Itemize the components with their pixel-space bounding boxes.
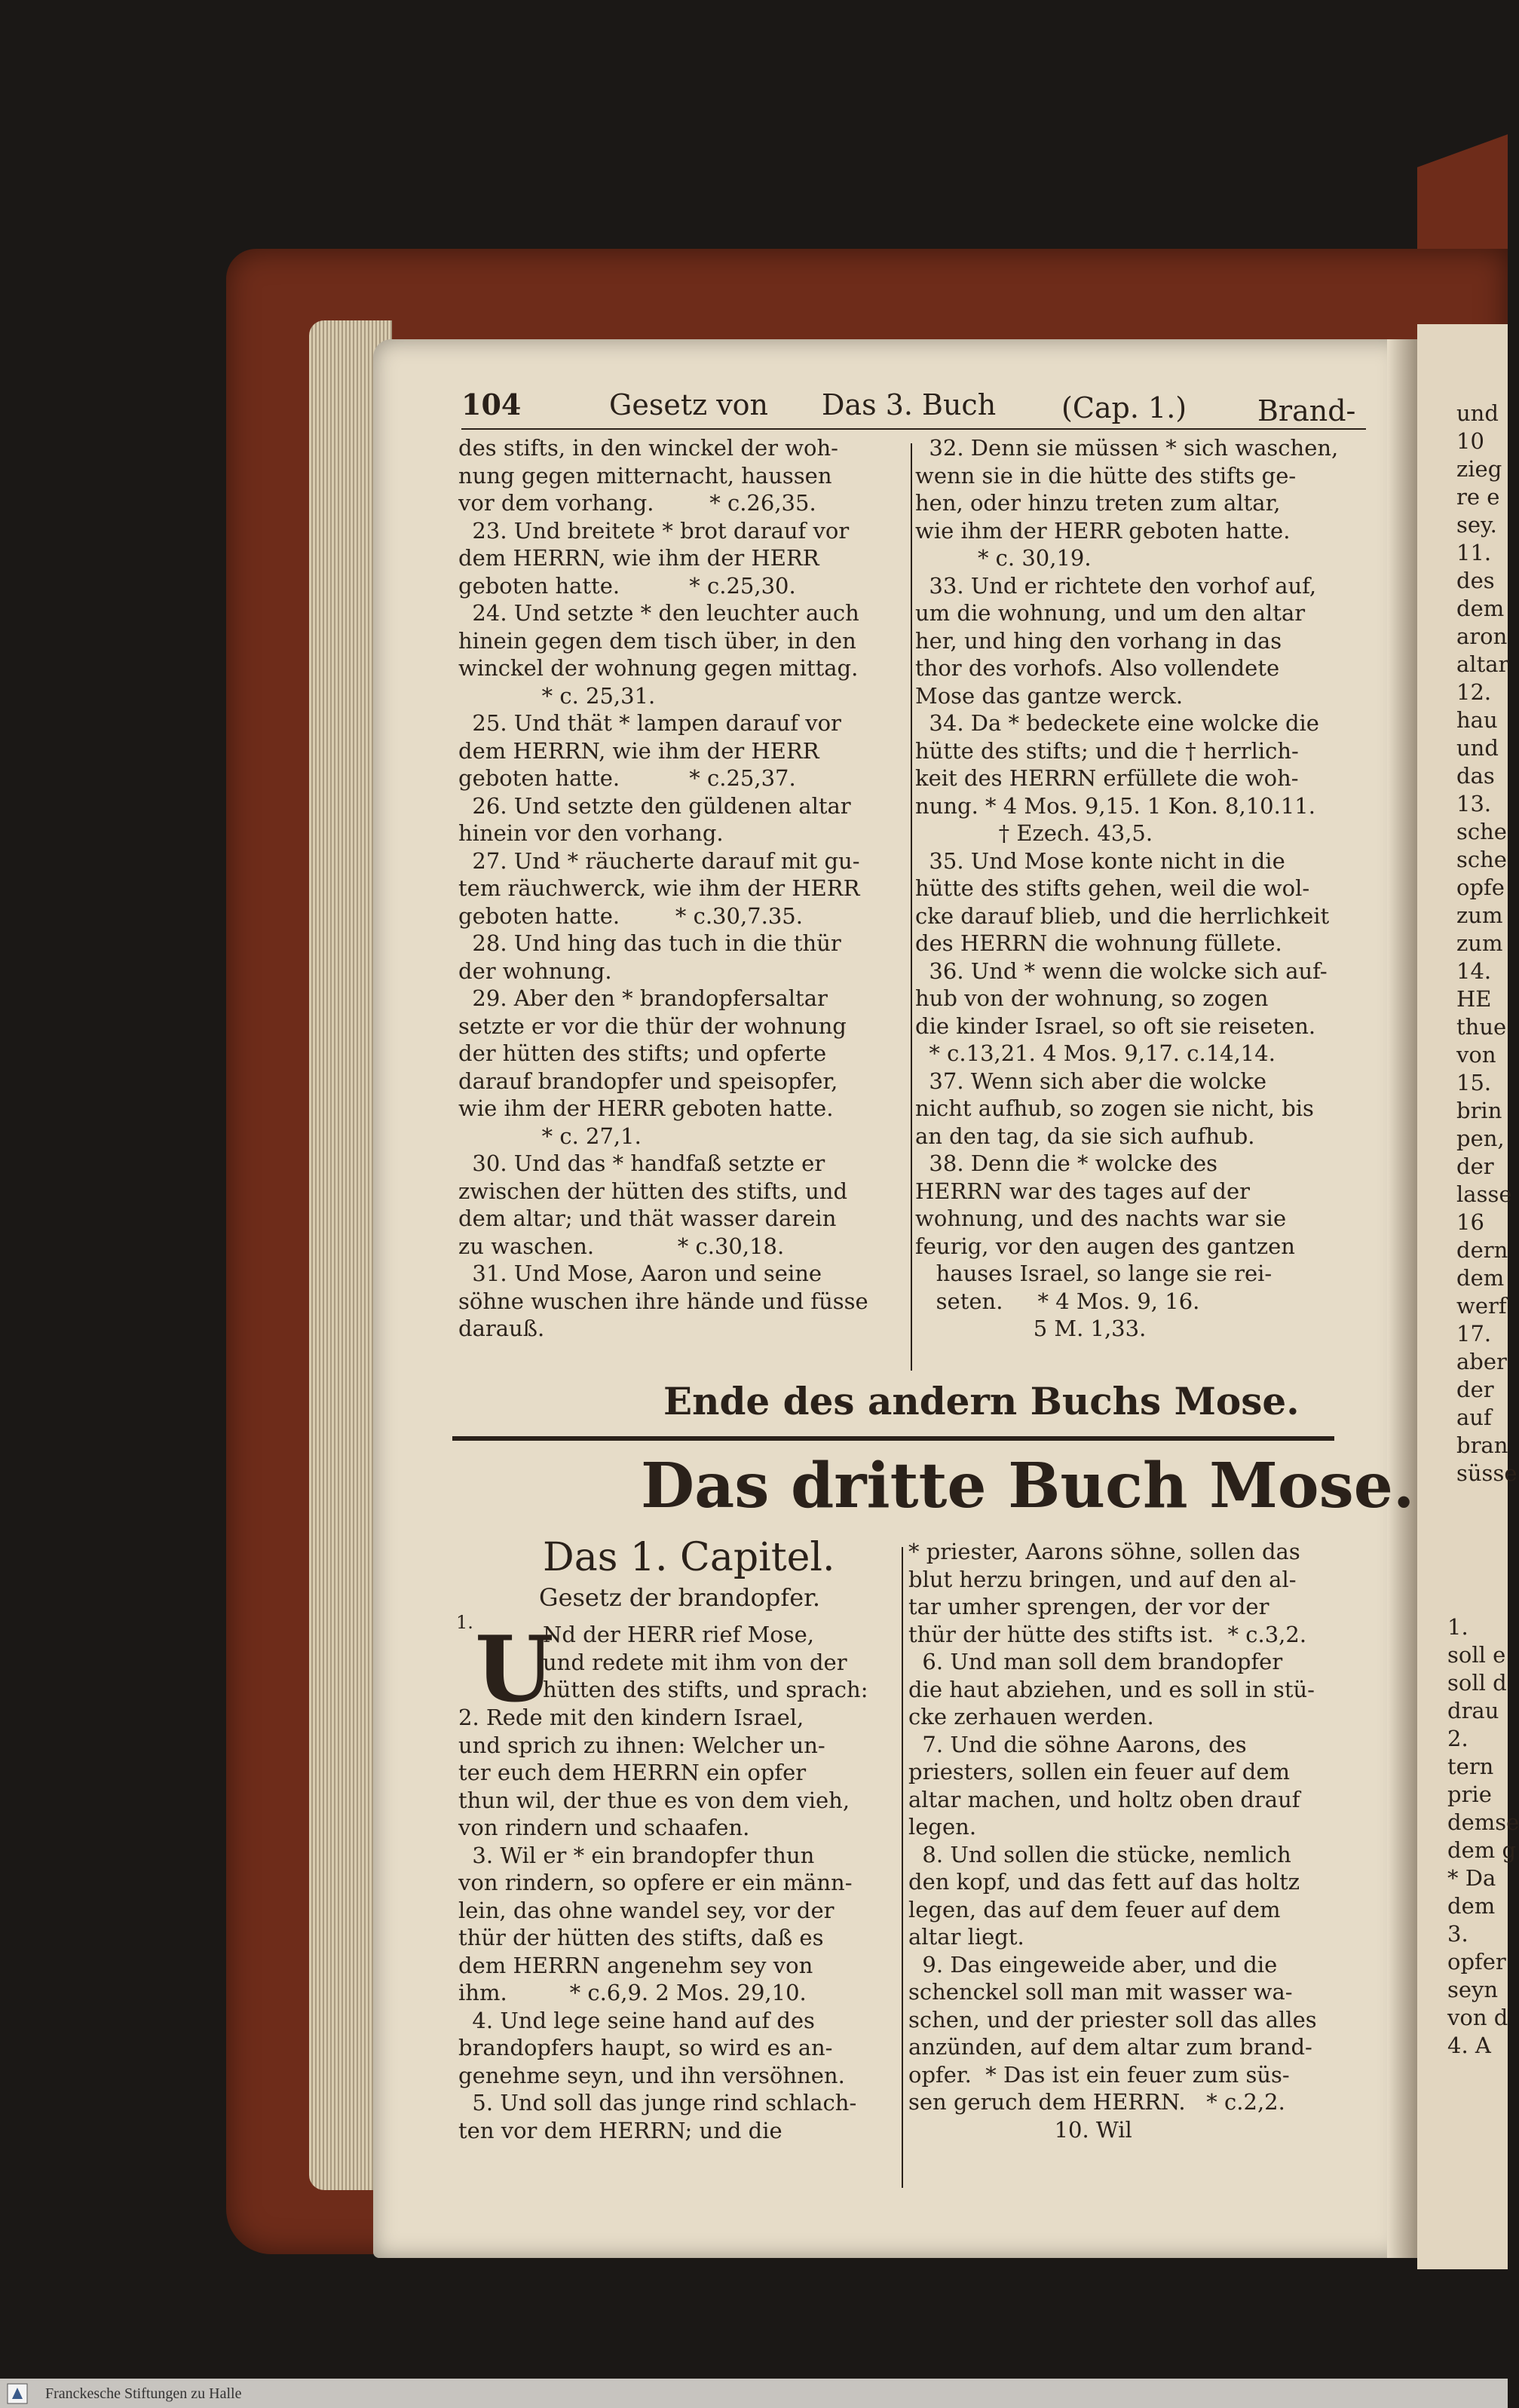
text-line: 14.: [1456, 958, 1492, 984]
text-line: und sprich zu ihnen: Welcher un-: [458, 1732, 825, 1758]
header-rule: [461, 428, 1366, 430]
text-line: sen geruch dem HERRN. * c.2,2.: [908, 2089, 1285, 2115]
text-line: 4. Und lege seine hand auf des: [458, 2007, 815, 2033]
text-line: altar: [1456, 651, 1509, 677]
text-line: 31. Und Mose, Aaron und seine: [458, 1261, 822, 1286]
credit-text: Franckesche Stiftungen zu Halle: [45, 2385, 242, 2402]
facing-page-lower-text: [1447, 1613, 1519, 2060]
text-line: wie ihm der HERR geboten hatte.: [915, 517, 1291, 544]
text-line: priesters, sollen ein feuer auf dem: [908, 1759, 1290, 1785]
text-line: darauß.: [458, 1316, 545, 1341]
text-line: zum: [1456, 930, 1503, 956]
text-line: seten. * 4 Mos. 9, 16.: [915, 1288, 1200, 1314]
text-line: 3.: [1447, 1921, 1468, 1947]
chapter-subtitle: Gesetz der brandopfer.: [539, 1583, 821, 1612]
column-divider: [911, 443, 912, 1371]
text-line: lasse: [1456, 1181, 1512, 1207]
text-line: thun wil, der thue es von dem vieh,: [458, 1787, 850, 1813]
text-line: das: [1456, 763, 1495, 789]
text-line: 32. Denn sie müssen * sich waschen,: [915, 435, 1339, 461]
text-line: 17.: [1456, 1321, 1492, 1346]
text-line: nung. * 4 Mos. 9,15. 1 Kon. 8,10.11.: [915, 792, 1315, 819]
text-line: hau: [1456, 707, 1498, 733]
text-line: der wohnung.: [458, 957, 612, 984]
verse-number: 1.: [456, 1612, 473, 1633]
text-line: anzünden, auf dem altar zum brand-: [908, 2034, 1312, 2060]
text-line: thue: [1456, 1014, 1507, 1040]
text-line: schenckel soll man mit wasser wa-: [908, 1979, 1293, 2005]
text-line: Mose das gantze werck.: [915, 682, 1184, 709]
text-line: hütte des stifts; und die † herrlich-: [915, 737, 1299, 764]
text-line: 24. Und setzte * den leuchter auch: [458, 600, 859, 626]
text-line: legen.: [908, 1814, 977, 1840]
text-line: hauses Israel, so lange sie rei-: [915, 1261, 1272, 1286]
text-line: tar umher sprengen, der vor der: [908, 1594, 1269, 1619]
text-line: 5 M. 1,33.: [915, 1316, 1147, 1341]
page-number: 104: [461, 388, 522, 421]
top-left-column: [458, 434, 868, 1343]
text-line: 2. Rede mit den kindern Israel,: [458, 1705, 804, 1730]
text-line: seyn: [1447, 1977, 1499, 2002]
text-line: thor des vorhofs. Also vollendete: [915, 655, 1280, 681]
text-line: 6. Und man soll dem brandopfer: [908, 1649, 1283, 1674]
text-line: darauf brandopfer und speisopfer,: [458, 1068, 838, 1094]
text-line: 27. Und * räucherte darauf mit gu-: [458, 847, 860, 874]
text-line: 28. Und hing das tuch in die thür: [458, 930, 841, 956]
text-line: den kopf, und das fett auf das holtz: [908, 1869, 1300, 1895]
text-line: sche: [1456, 847, 1507, 872]
text-line: HERRN war des tages auf der: [915, 1178, 1251, 1204]
text-line: 33. Und er richtete den vorhof auf,: [915, 572, 1317, 599]
text-line: 9. Das eingeweide aber, und die: [908, 1951, 1278, 1978]
text-line: zieg: [1456, 456, 1502, 482]
text-line: 13.: [1456, 791, 1492, 816]
text-line: legen, das auf dem feuer auf dem: [908, 1896, 1281, 1922]
text-line: prie: [1447, 1781, 1492, 1807]
text-line: nung gegen mitternacht, haussen: [458, 462, 832, 489]
text-line: 34. Da * bedeckete eine wolcke die: [915, 710, 1319, 736]
text-line: * c. 27,1.: [458, 1123, 642, 1149]
text-line: und: [1456, 400, 1499, 426]
text-line: her, und hing den vorhang in das: [915, 627, 1282, 654]
text-line: * Da: [1447, 1865, 1496, 1891]
text-line: hen, oder hinzu treten zum altar,: [915, 490, 1281, 516]
text-line: 29. Aber den * brandopfersaltar: [458, 985, 828, 1011]
text-line: * c. 30,19.: [915, 545, 1092, 571]
page-gutter: [1387, 339, 1417, 2258]
text-line: der hütten des stifts; und opferte: [458, 1040, 827, 1066]
text-line: von rindern, so opfere er ein männ-: [458, 1870, 853, 1895]
top-right-column: [915, 434, 1338, 1343]
text-line: 25. Und thät * lampen darauf vor: [458, 710, 841, 736]
text-line: * c. 25,31.: [458, 682, 656, 709]
text-line: winckel der wohnung gegen mittag.: [458, 655, 859, 681]
text-line: 2.: [1447, 1726, 1468, 1751]
text-line: an den tag, da sie sich aufhub.: [915, 1123, 1255, 1149]
text-line: nicht aufhub, so zogen sie nicht, bis: [915, 1095, 1314, 1121]
text-line: keit des HERRN erfüllete die woh-: [915, 765, 1299, 791]
text-line: 23. Und breitete * brot darauf vor: [458, 517, 850, 544]
text-line: der: [1456, 1377, 1494, 1402]
text-line: brandopfers haupt, so wird es an-: [458, 2035, 833, 2060]
text-line: hinein vor den vorhang.: [458, 820, 724, 846]
text-line: Nd der HERR rief Mose,: [543, 1622, 814, 1647]
text-line: 16: [1456, 1209, 1484, 1235]
text-line: ter euch dem HERRN ein opfer: [458, 1760, 807, 1785]
text-line: von rindern und schaafen.: [458, 1815, 750, 1840]
drop-cap: U: [475, 1616, 554, 1723]
text-line: 30. Und das * handfaß setzte er: [458, 1150, 825, 1176]
text-line: söhne wuschen ihre hände und füsse: [458, 1288, 868, 1314]
text-line: 35. Und Mose konte nicht in die: [915, 847, 1285, 874]
text-line: drau: [1447, 1698, 1499, 1723]
text-line: blut herzu bringen, und auf den al-: [908, 1566, 1297, 1592]
text-line: zwischen der hütten des stifts, und: [458, 1178, 848, 1204]
text-line: * priester, Aarons söhne, sollen das: [908, 1539, 1300, 1564]
text-line: vor dem vorhang. * c.26,35.: [458, 490, 816, 516]
text-line: 4. A: [1447, 2033, 1491, 2058]
text-line: re e: [1456, 484, 1500, 510]
text-line: dem HERRN, wie ihm der HERR: [458, 545, 819, 571]
text-line: 8. Und sollen die stücke, nemlich: [908, 1841, 1291, 1867]
text-line: hinein gegen dem tisch über, in den: [458, 627, 856, 654]
text-line: demse: [1447, 1809, 1519, 1835]
text-line: dem g: [1447, 1837, 1517, 1863]
text-line: 36. Und * wenn die wolcke sich auf-: [915, 957, 1328, 984]
text-line: lein, das ohne wandel sey, vor der: [458, 1897, 835, 1923]
text-line: cke darauf blieb, und die herrlichkeit: [915, 902, 1330, 929]
text-line: hütte des stifts gehen, weil die wol-: [915, 875, 1310, 901]
text-line: dem: [1456, 596, 1505, 621]
text-line: wenn sie in die hütte des stifts ge-: [915, 462, 1297, 489]
book-title: Das dritte Buch Mose.: [641, 1450, 1415, 1522]
running-head-center: Das 3. Buch: [822, 388, 997, 421]
text-line: dem HERRN, wie ihm der HERR: [458, 737, 819, 764]
text-line: sey.: [1456, 512, 1497, 538]
text-line: aber: [1456, 1349, 1507, 1374]
text-line: * c.13,21. 4 Mos. 9,17. c.14,14.: [915, 1040, 1276, 1066]
text-line: feurig, vor den augen des gantzen: [915, 1233, 1295, 1259]
dropcap-lines: [543, 1621, 868, 1704]
bottom-right-column: [908, 1538, 1317, 2143]
text-line: des: [1456, 568, 1495, 593]
text-line: pen,: [1456, 1126, 1505, 1151]
text-line: altar machen, und holtz oben drauf: [908, 1786, 1300, 1812]
text-line: des HERRN die wohnung füllete.: [915, 930, 1282, 956]
text-line: von d: [1447, 2005, 1508, 2030]
text-line: zum: [1456, 902, 1503, 928]
text-line: sche: [1456, 819, 1507, 844]
text-line: cke zerhauen werden.: [908, 1704, 1154, 1729]
text-line: aron: [1456, 623, 1508, 649]
text-line: und: [1456, 735, 1499, 761]
text-line: setzte er vor die thür der wohnung: [458, 1013, 847, 1039]
institution-logo-icon: [6, 2382, 29, 2405]
text-line: soll d: [1447, 1670, 1507, 1696]
end-of-book-line: Ende des andern Buchs Mose.: [663, 1379, 1300, 1423]
text-line: 12.: [1456, 679, 1492, 705]
text-line: dem: [1447, 1893, 1496, 1919]
text-line: um die wohnung, und um den altar: [915, 600, 1306, 626]
text-line: wie ihm der HERR geboten hatte.: [458, 1095, 834, 1121]
text-line: 15.: [1456, 1070, 1492, 1095]
text-line: schen, und der priester soll das alles: [908, 2006, 1317, 2033]
text-line: thür der hütte des stifts ist. * c.3,2.: [908, 1621, 1307, 1647]
text-line: genehme seyn, und ihn versöhnen.: [458, 2062, 845, 2088]
text-line: brin: [1456, 1098, 1502, 1123]
text-line: wohnung, und des nachts war sie: [915, 1206, 1287, 1231]
text-line: auf: [1456, 1405, 1492, 1430]
text-line: 37. Wenn sich aber die wolcke: [915, 1068, 1267, 1094]
text-line: dem altar; und thät wasser darein: [458, 1206, 837, 1231]
text-line: opfe: [1456, 875, 1505, 900]
section-rule: [452, 1436, 1334, 1441]
running-head-right: Brand-: [1257, 394, 1356, 427]
text-line: hütten des stifts, und sprach:: [543, 1677, 868, 1702]
text-line: der: [1456, 1153, 1494, 1179]
text-line: geboten hatte. * c.30,7.35.: [458, 902, 803, 929]
text-line: dem HERRN angenehm sey von: [458, 1952, 813, 1978]
column-divider-lower: [902, 1547, 903, 2188]
text-line: 38. Denn die * wolcke des: [915, 1150, 1218, 1176]
text-line: 3. Wil er * ein brandopfer thun: [458, 1842, 815, 1868]
text-line: soll e: [1447, 1642, 1506, 1668]
text-line: des stifts, in den winckel der woh-: [458, 435, 838, 461]
text-line: dern: [1456, 1237, 1508, 1263]
text-line: † Ezech. 43,5.: [915, 820, 1153, 846]
text-line: hub von der wohnung, so zogen: [915, 985, 1269, 1011]
text-line: 10: [1456, 428, 1484, 454]
text-line: tem räuchwerck, wie ihm der HERR: [458, 875, 860, 901]
text-line: zu waschen. * c.30,18.: [458, 1233, 785, 1259]
text-line: 1.: [1447, 1614, 1468, 1640]
text-line: bran: [1456, 1432, 1508, 1458]
text-line: 10. Wil: [908, 2116, 1132, 2143]
facing-page-text: [1456, 400, 1517, 1487]
text-line: die haut abziehen, und es soll in stü-: [908, 1676, 1315, 1702]
text-line: 5. Und soll das junge rind schlach-: [458, 2090, 857, 2115]
chapter-title: Das 1. Capitel.: [543, 1535, 835, 1580]
text-line: süsse: [1456, 1460, 1517, 1486]
text-line: opfer: [1447, 1949, 1506, 1974]
text-line: geboten hatte. * c.25,37.: [458, 765, 796, 791]
text-line: ten vor dem HERRN; und die: [458, 2117, 782, 2143]
running-head-left: Gesetz von: [609, 388, 769, 421]
running-head-chapter: (Cap. 1.): [1061, 391, 1187, 424]
text-line: 11.: [1456, 540, 1492, 565]
bottom-left-column: [458, 1704, 856, 2144]
text-line: und redete mit ihm von der: [543, 1649, 847, 1675]
text-line: 7. Und die söhne Aarons, des: [908, 1731, 1247, 1757]
text-line: opfer. * Das ist ein feuer zum süs-: [908, 2061, 1290, 2088]
text-line: ihm. * c.6,9. 2 Mos. 29,10.: [458, 1980, 807, 2005]
text-line: werf: [1456, 1293, 1507, 1319]
text-line: altar liegt.: [908, 1924, 1024, 1950]
text-line: tern: [1447, 1754, 1494, 1779]
text-line: HE: [1456, 986, 1492, 1012]
text-line: geboten hatte. * c.25,30.: [458, 572, 796, 599]
text-line: dem: [1456, 1265, 1505, 1291]
text-line: die kinder Israel, so oft sie reiseten.: [915, 1013, 1316, 1039]
text-line: von: [1456, 1042, 1496, 1068]
text-line: 26. Und setzte den güldenen altar: [458, 792, 851, 819]
text-line: thür der hütten des stifts, daß es: [458, 1925, 824, 1950]
